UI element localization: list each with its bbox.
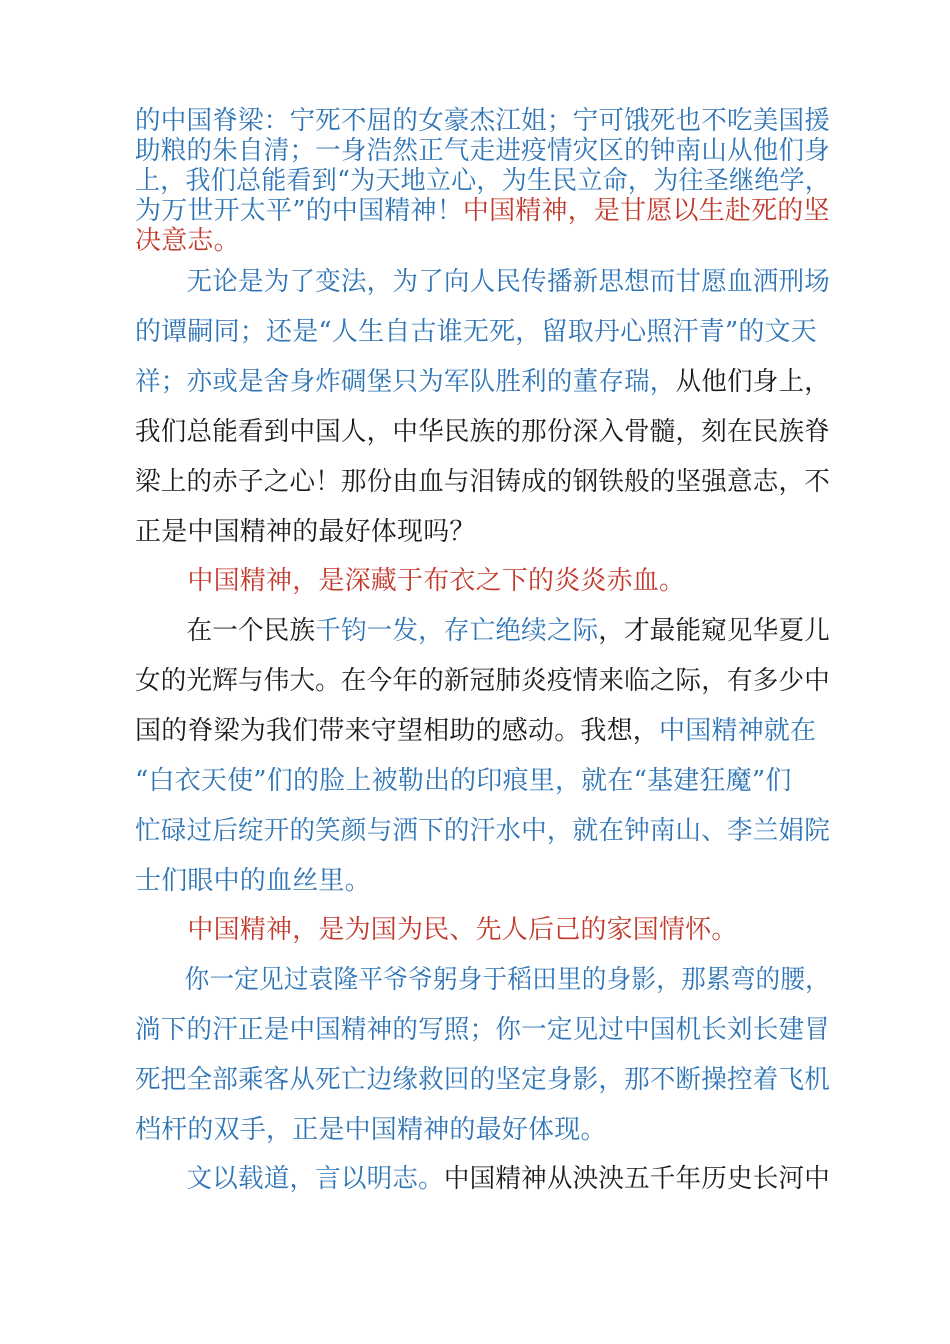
text-line xyxy=(135,106,830,136)
text-run: 女的光辉与伟大。在今年的新冠肺炎疫情来临之际，有多少中 xyxy=(135,666,830,696)
text-line xyxy=(135,866,371,896)
text-run: 档杆的双手，正是中国精神的最好体现。 xyxy=(135,1115,607,1145)
text-run: 中国精神，是为国为民、先人后己的家国情怀。 xyxy=(135,915,738,945)
text-run: 为万世开太平”的中国精神！ xyxy=(135,196,463,226)
text-run: 上，我们总能看到“为天地立心，为生民立命，为往圣继绝学， xyxy=(135,166,830,196)
text-line xyxy=(135,517,476,547)
text-line xyxy=(135,166,830,196)
text-run: 中国精神从泱泱五千年历史长河中 xyxy=(443,1164,830,1194)
text-line xyxy=(135,915,738,945)
text-line xyxy=(135,1015,830,1045)
text-line xyxy=(135,1115,607,1145)
text-run: 的谭嗣同；还是“人生自古谁无死，留取丹心照汗青”的文天 xyxy=(135,317,817,347)
text-line xyxy=(135,965,830,995)
text-line xyxy=(135,267,830,297)
text-run: 我们总能看到中国人，中华民族的那份深入骨髓，刻在民族脊 xyxy=(135,417,830,447)
text-run: 你一定见过袁隆平爷爷躬身于稻田里的身影，那累弯的腰， xyxy=(135,965,830,995)
text-line xyxy=(135,136,830,166)
text-run: 的中国脊梁：宁死不屈的女豪杰江姐；宁可饿死也不吃美国援 xyxy=(135,106,830,136)
text-run: 从他们身上， xyxy=(675,367,830,397)
text-run: 文以载道，言以明志。 xyxy=(135,1164,444,1194)
text-run: 决意志。 xyxy=(135,226,240,256)
text-run: 助粮的朱自清；一身浩然正气走进疫情灾区的钟南山从他们身 xyxy=(135,136,830,166)
text-run: 死把全部乘客从死亡边缘救回的坚定身影，那不断操控着飞机 xyxy=(135,1065,830,1095)
text-line xyxy=(135,816,830,846)
text-line xyxy=(135,226,240,256)
text-line xyxy=(135,196,830,226)
text-run: 无论是为了变法，为了向人民传播新思想而甘愿血洒刑场 xyxy=(135,267,830,297)
text-run: 在一个民族 xyxy=(135,616,316,646)
text-line xyxy=(135,1065,830,1095)
text-run: 祥；亦或是舍身炸碉堡只为军队胜利的董存瑞， xyxy=(135,367,676,397)
text-run: 正是中国精神的最好体现吗？ xyxy=(135,517,476,547)
text-run: 淌下的汗正是中国精神的写照；你一定见过中国机长刘长建冒 xyxy=(135,1015,830,1045)
text-run: 国的脊梁为我们带来守望相助的感动。我想， xyxy=(135,716,660,746)
text-line xyxy=(135,367,830,397)
text-run: 梁上的赤子之心！那份由血与泪铸成的钢铁般的坚强意志，不 xyxy=(135,467,830,497)
text-line xyxy=(135,566,685,596)
text-run: “白衣天使”们的脸上被勒出的印痕里，就在“基建狂魔”们 xyxy=(135,766,792,796)
text-run: 中国精神，是甘愿以生赴死的坚 xyxy=(462,196,830,226)
text-run: 士们眼中的血丝里。 xyxy=(135,866,371,896)
text-run: 中国精神，是深藏于布衣之下的炎炎赤血。 xyxy=(135,566,686,596)
text-line xyxy=(135,467,830,497)
text-line xyxy=(135,716,816,746)
text-line xyxy=(135,616,830,646)
text-run: 千钧一发，存亡绝续之际 xyxy=(315,616,599,646)
text-line xyxy=(135,666,830,696)
text-line xyxy=(135,766,792,796)
text-line xyxy=(135,1164,830,1194)
text-run: 中国精神就在 xyxy=(659,716,817,746)
text-run: 忙碌过后绽开的笑颜与洒下的汗水中，就在钟南山、李兰娟院 xyxy=(135,816,830,846)
text-line xyxy=(135,317,817,347)
text-run: ，才最能窥见华夏儿 xyxy=(598,616,830,646)
text-line xyxy=(135,417,830,447)
